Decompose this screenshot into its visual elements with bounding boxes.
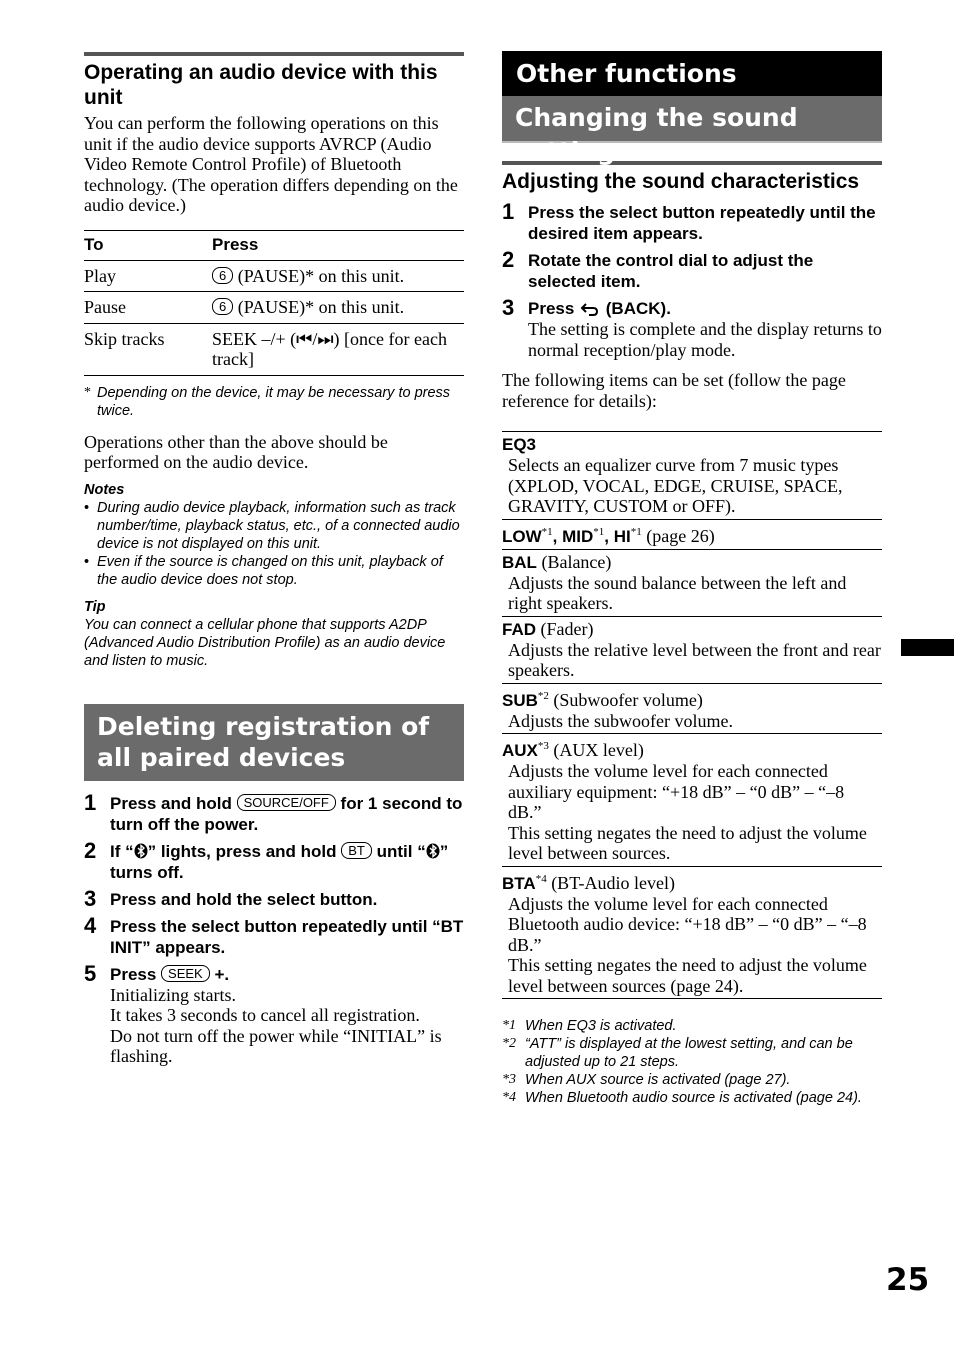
item-sup: *2 (537, 689, 549, 702)
item-name: , MID (552, 526, 594, 546)
step-body: Do not turn off the power while “INITIAL” is flashing. (110, 1025, 442, 1066)
bluetooth-icon (134, 843, 148, 859)
step-number: 2 (502, 247, 515, 272)
list-item (502, 867, 882, 1000)
press-text: (PAUSE)* on this unit. (237, 265, 405, 286)
note-item: • Even if the source is changed on this unit, playback of the audio device does not stop. (84, 553, 464, 589)
footnote-mark: *3 (502, 1072, 516, 1087)
cell-to: Skip tracks (84, 323, 212, 375)
page-number: 25 (886, 1262, 930, 1298)
other-functions-banner: Other functions (502, 51, 882, 96)
item-label: (Balance) (536, 551, 612, 572)
table-footnote (84, 384, 464, 420)
deleting-banner: Deleting registration of all paired devices (84, 704, 464, 781)
footnote-text: When AUX source is activated (page 27). (525, 1072, 791, 1088)
item-name: LOW (502, 526, 542, 546)
step-number: 1 (502, 199, 515, 224)
other-operations-text: Operations other than the above should be performed on the audio device. (84, 431, 388, 472)
footnote-mark: * (84, 384, 91, 400)
step-text: Press (110, 964, 162, 984)
item-label: (AUX level) (548, 740, 644, 760)
section-rule (84, 52, 464, 56)
footnote-mark: *4 (502, 1090, 516, 1105)
item-sup: *3 (537, 740, 549, 752)
footnote-text: When EQ3 is activated. (525, 1018, 677, 1034)
step-body: It takes 3 seconds to cancel all registration. (110, 1005, 420, 1025)
list-item (502, 520, 882, 550)
step-text: Press and hold (110, 793, 237, 813)
item-name: SUB (502, 690, 538, 710)
item-desc: Adjusts the sound balance between the left and right speakers. (508, 572, 847, 613)
item-desc: Adjusts the subwoofer volume. (508, 710, 733, 731)
item-sup: *4 (535, 872, 547, 885)
item-sup: *1 (541, 525, 553, 538)
back-arrow-icon (579, 301, 601, 317)
operations-table (84, 230, 464, 376)
notes-heading: Notes (84, 481, 125, 498)
item-name: FAD (502, 619, 536, 639)
bt-key: BT (341, 842, 372, 859)
step-item (84, 837, 464, 883)
seek-key: SEEK (161, 965, 210, 982)
settings-list (502, 431, 882, 999)
step-text: If “ (110, 841, 134, 861)
item-name: BTA (502, 873, 536, 893)
bluetooth-icon (426, 843, 440, 859)
cell-to: Pause (84, 292, 212, 324)
step-body: Initializing starts. (110, 984, 236, 1005)
item-name: , HI (604, 526, 631, 546)
cell-press (212, 292, 464, 324)
step-text: Press the select button repeatedly until “BT INIT” appears. (110, 916, 464, 957)
item-name: EQ3 (502, 435, 537, 454)
step-item (502, 295, 882, 360)
cell-press: SEEK –/+ (⏮/⏭) [once for each track] (212, 323, 464, 375)
step-text: +. (209, 964, 230, 984)
left-column (84, 52, 464, 1073)
item-desc: Adjusts the volume level for each connected Bluetooth audio device: “+18 dB” – “0 dB” – “–8 dB.” (508, 893, 867, 955)
item-desc: This setting negates the need to adjust the volume level between sources. (508, 822, 867, 863)
key-6-button: 6 (212, 267, 233, 284)
item-label: (page 26) (641, 525, 715, 546)
key-6-button: 6 (212, 298, 233, 315)
step-number: 5 (84, 960, 97, 986)
adjusting-title: Adjusting the sound characteristics (502, 170, 860, 193)
step-number: 2 (84, 837, 97, 863)
list-item (502, 550, 882, 617)
side-tab-marker (901, 639, 954, 656)
step-item (502, 247, 882, 292)
footnote (502, 1071, 882, 1089)
item-desc: Adjusts the relative level between the front and rear speakers. (508, 639, 881, 680)
operating-intro: You can perform the following operations on this unit if the audio device supports AVRCP (Audio Video Remote Control Profile) of Bluetooth technology. (The operation differs depending on the audio device.) (84, 113, 458, 215)
table-row (84, 323, 464, 375)
header-press: Press (212, 230, 464, 260)
footnote-text: When Bluetooth audio source is activated (page 24). (525, 1090, 862, 1106)
cell-to: Play (84, 260, 212, 292)
step-text: ” turns off. (110, 841, 449, 882)
item-label: (BT-Audio level) (546, 872, 675, 893)
deleting-steps (84, 789, 464, 1067)
tip-text: You can connect a cellular phone that supports A2DP (Advanced Audio Distribution Profile) as an audio device and listen to music. (84, 616, 446, 669)
item-label: (Fader) (536, 618, 594, 639)
step-item (84, 912, 464, 958)
step-item (84, 789, 464, 835)
step-item (84, 960, 464, 1067)
step-body: The setting is complete and the display returns to normal reception/play mode. (528, 319, 882, 360)
step-item (502, 199, 882, 244)
header-to: To (84, 230, 212, 260)
step-text: until “ (371, 841, 426, 861)
list-item (502, 617, 882, 684)
source-off-key: SOURCE/OFF (237, 794, 336, 811)
list-item (502, 734, 882, 867)
cell-press (212, 260, 464, 292)
item-desc: Adjusts the volume level for each connected auxiliary equipment: “+18 dB” – “0 dB” – “–8 dB.” (508, 761, 845, 822)
footnote (502, 1089, 882, 1107)
following-items-text: The following items can be set (follow the page reference for details): (502, 370, 846, 411)
step-number: 1 (84, 789, 97, 815)
step-item (84, 885, 464, 911)
step-text: Rotate the control dial to adjust the selected item. (528, 251, 814, 291)
item-sup: *1 (630, 525, 642, 538)
table-header-row (84, 230, 464, 260)
list-item (502, 432, 882, 520)
step-text: Press and hold the select button. (110, 889, 378, 909)
step-text: Press the select button repeatedly until the desired item appears. (528, 203, 876, 243)
footnote-text: “ATT” is displayed at the lowest setting, and can be adjusted up to 21 steps. (525, 1036, 853, 1070)
item-desc: Selects an equalizer curve from 7 music types (XPLOD, VOCAL, EDGE, CRUISE, SPACE, GRAVITY, CUSTOM or OFF). (508, 455, 843, 516)
footnote-mark: *2 (502, 1036, 516, 1051)
step-text: Press (528, 299, 580, 318)
step-number: 3 (84, 885, 97, 911)
step-number: 3 (502, 295, 515, 320)
table-row (84, 292, 464, 324)
changing-sound-banner: Changing the sound settings (502, 96, 882, 143)
step-number: 4 (84, 912, 97, 938)
table-row (84, 260, 464, 292)
list-item (502, 684, 882, 735)
footnote-text: Depending on the device, it may be necessary to press twice. (97, 384, 451, 419)
press-text: (PAUSE)* on this unit. (237, 297, 405, 317)
item-sup: *1 (593, 525, 605, 538)
adjusting-steps (502, 199, 882, 360)
step-text: (BACK). (601, 299, 671, 318)
tip-heading: Tip (84, 598, 106, 615)
step-text: for 1 second to turn off the power. (110, 793, 463, 834)
footnotes (502, 1017, 882, 1107)
footnote (502, 1035, 882, 1071)
item-desc: This setting negates the need to adjust the volume level between sources (page 24). (508, 955, 867, 996)
note-item: • During audio device playback, information such as track number/time, playback status, etc., of a connected audio device is not displayed on this unit. (84, 499, 464, 553)
step-text: ” lights, press and hold (147, 841, 342, 861)
footnote (502, 1017, 882, 1035)
item-name: AUX (502, 741, 538, 760)
item-label: (Subwoofer volume) (548, 689, 703, 710)
footnote-mark: *1 (502, 1018, 516, 1033)
operating-title: Operating an audio device with this unit (84, 61, 438, 109)
right-column (502, 51, 882, 1107)
item-name: BAL (502, 552, 537, 572)
